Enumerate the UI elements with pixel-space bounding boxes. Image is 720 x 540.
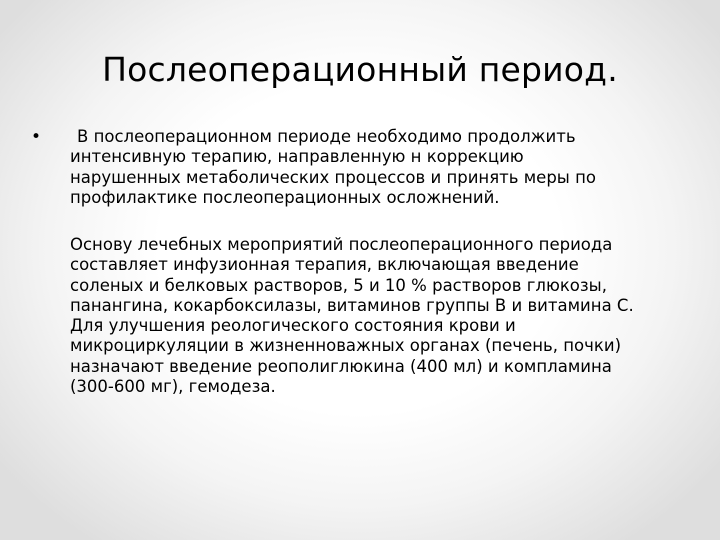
bullet-marker: • bbox=[31, 127, 42, 147]
paragraph-1-line: нарушенных метаболических процессов и принять меры по bbox=[70, 167, 596, 187]
paragraph-1-line: интенсивную терапию, направленную н коррекцию bbox=[70, 147, 524, 167]
paragraph-1 bbox=[70, 127, 690, 208]
paragraph-2-line: Для улучшения реологического состояния крови и bbox=[70, 316, 516, 336]
slide-title: Послеоперационный период. bbox=[102, 50, 618, 89]
paragraph-1-line: профилактике послеоперационных осложнений. bbox=[70, 187, 500, 207]
paragraph-2-line: панангина, кокарбоксилазы, витаминов группы В и витамина С. bbox=[70, 295, 634, 315]
paragraph-2-line: составляет инфузионная терапия, включающая введение bbox=[70, 255, 579, 275]
paragraph-2-line: Основу лечебных мероприятий послеоперационного периода bbox=[70, 235, 613, 254]
paragraph-2-line: микроциркуляции в жизненноважных органах (печень, почки) bbox=[70, 336, 622, 356]
paragraph-2-line: назначают введение реополиглюкина (400 мл) и компламина bbox=[70, 356, 612, 376]
paragraph-2-line: (300-600 мг), гемодеза. bbox=[70, 377, 276, 397]
paragraph-2-line: соленых и белковых растворов, 5 и 10 % растворов глюкозы, bbox=[70, 275, 607, 295]
paragraph-1-line: В послеоперационном периоде необходимо продолжить bbox=[77, 127, 576, 146]
paragraph-2 bbox=[70, 235, 690, 397]
